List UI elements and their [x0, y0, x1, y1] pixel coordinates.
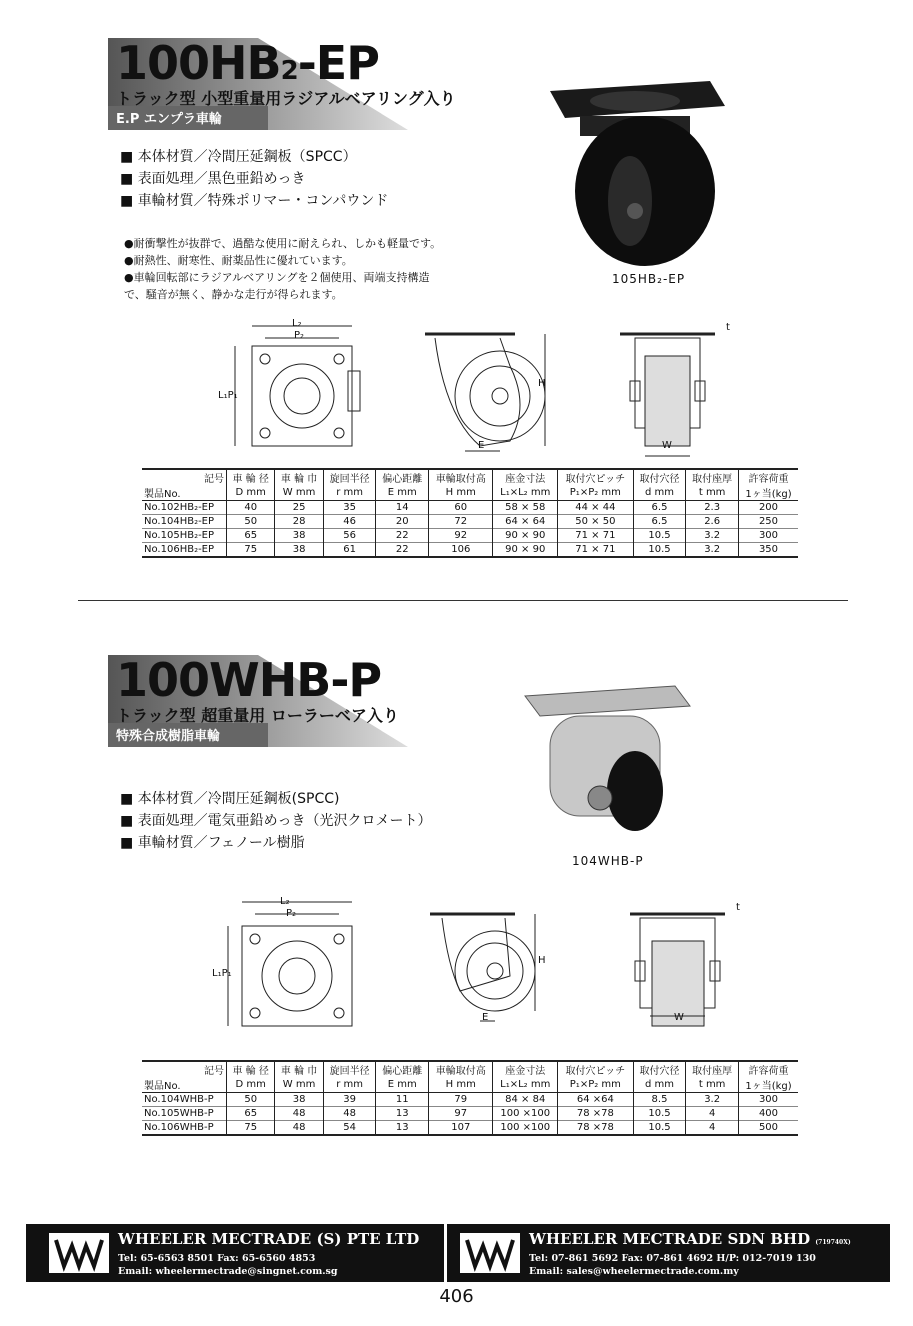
- product1-subtitle: トラック型 小型重量用ラジアルベアリング入り: [116, 89, 456, 108]
- product2-table: [142, 1060, 798, 1136]
- product1-notes: [124, 235, 444, 303]
- table-cell: 2.3: [686, 501, 739, 515]
- table-cell: No.106HB₂-EP: [144, 544, 215, 555]
- table-row: [142, 1107, 798, 1121]
- dim-label-E: E: [478, 440, 485, 451]
- table-cell: 250: [738, 515, 798, 529]
- table-cell: 10.5: [633, 543, 686, 558]
- table-cell: 22: [376, 543, 429, 558]
- dim-label-t: t: [736, 902, 740, 913]
- spec-item: ■ 車輪材質／特殊ポリマー・コンパウンド: [120, 190, 388, 212]
- table-header-row: 製品No. D mm W mm r mm E mm H mm L₁×L₂ mm P₁×P₂ mm d mm t mm 1ヶ当(kg): [142, 485, 798, 501]
- product2-banner: [108, 655, 408, 747]
- table-cell: 350: [738, 543, 798, 558]
- dim-label-t: t: [726, 322, 730, 333]
- table-cell: 60: [429, 501, 493, 515]
- footer-left-info: Tel: 65-6563 8501 Fax: 65-6560 4853 Email: wheelermectrade@singnet.com.sg: [118, 1253, 338, 1277]
- table-cell: 54: [323, 1121, 376, 1136]
- table-cell: 3.2: [686, 1093, 739, 1107]
- product2-subtitle: トラック型 超重量用 ローラーベア入り: [116, 706, 399, 725]
- product2-model: 100WHB-P: [116, 653, 382, 707]
- table-cell: 100 ×100: [493, 1107, 558, 1121]
- table-cell: 50: [227, 1093, 275, 1107]
- table-cell: 25: [275, 501, 323, 515]
- table-cell: 107: [429, 1121, 493, 1136]
- footer-right-name: WHEELER MECTRADE SDN BHD (719740X): [529, 1230, 851, 1248]
- table-row: [142, 1121, 798, 1136]
- table-cell: 3.2: [686, 529, 739, 543]
- table-cell: 4: [686, 1121, 739, 1136]
- spec-item: ■ 表面処理／黒色亜鉛めっき: [120, 168, 388, 190]
- footer-left-name: WHEELER MECTRADE (S) PTE LTD: [118, 1230, 420, 1248]
- table-cell: 64 × 64: [493, 515, 558, 529]
- table-cell: 92: [429, 529, 493, 543]
- table-cell: 71 × 71: [558, 529, 634, 543]
- dim-label-W: W: [674, 1012, 684, 1023]
- table-row: [142, 543, 798, 558]
- table-cell: 20: [376, 515, 429, 529]
- table-cell: 75: [227, 543, 275, 558]
- product1-tag: E.P エンプラ車輪: [116, 112, 222, 127]
- product2-photo: [515, 676, 695, 846]
- table-cell: 100 ×100: [493, 1121, 558, 1136]
- table-cell: 400: [738, 1107, 798, 1121]
- spec-item: ■ 表面処理／電気亜鉛めっき（光沢クロメート）: [120, 810, 432, 832]
- table-cell: 46: [323, 515, 376, 529]
- table-cell: 38: [275, 529, 323, 543]
- table-cell: 13: [376, 1107, 429, 1121]
- table-cell: 84 × 84: [493, 1093, 558, 1107]
- table-cell: No.104WHB-P: [144, 1094, 214, 1105]
- table-cell: 13: [376, 1121, 429, 1136]
- table-cell: 50: [227, 515, 275, 529]
- table-cell: 14: [376, 501, 429, 515]
- table-cell: 200: [738, 501, 798, 515]
- table-cell: No.105WHB-P: [144, 1108, 214, 1119]
- table-cell: 106: [429, 543, 493, 558]
- table-cell: 22: [376, 529, 429, 543]
- table-cell: 48: [323, 1107, 376, 1121]
- table-cell: 10.5: [633, 1121, 686, 1136]
- dim-label-E: E: [482, 1012, 489, 1023]
- table-cell: 6.5: [633, 501, 686, 515]
- dim-label-P2: P₂: [286, 908, 297, 919]
- footer-left: [26, 1224, 444, 1282]
- section-divider: [78, 600, 848, 601]
- footer-right: [447, 1224, 890, 1282]
- table-cell: 65: [227, 529, 275, 543]
- product2-tag: 特殊合成樹脂車輪: [116, 729, 221, 744]
- table-cell: 90 × 90: [493, 543, 558, 558]
- table-cell: No.102HB₂-EP: [144, 502, 215, 513]
- product2-photo-caption: 104WHB-P: [572, 854, 644, 868]
- dim-label-L1P1: L₁P₁: [212, 968, 232, 979]
- table-cell: No.106WHB-P: [144, 1122, 214, 1133]
- table-cell: 4: [686, 1107, 739, 1121]
- table-cell: 72: [429, 515, 493, 529]
- table-cell: No.104HB₂-EP: [144, 516, 215, 527]
- wm-logo-icon: [48, 1232, 110, 1274]
- table-cell: 44 × 44: [558, 501, 634, 515]
- table-cell: 48: [275, 1107, 323, 1121]
- table-cell: 97: [429, 1107, 493, 1121]
- table-cell: 90 × 90: [493, 529, 558, 543]
- dim-label-H: H: [538, 955, 546, 966]
- table-header-row: 製品No. D mm W mm r mm E mm H mm L₁×L₂ mm P₁×P₂ mm d mm t mm 1ヶ当(kg): [142, 1077, 798, 1093]
- table-cell: 11: [376, 1093, 429, 1107]
- table-cell: 75: [227, 1121, 275, 1136]
- table-header-row: 記号 車 輪 径 車 輪 巾 旋回半径 偏心距離 車輪取付高 座金寸法 取付穴ピッチ 取付穴径 取付座厚 許容荷重: [142, 469, 798, 485]
- note-item: ●耐衝撃性が抜群で、過酷な使用に耐えられ、しかも軽量です。: [124, 237, 442, 250]
- table-cell: 38: [275, 543, 323, 558]
- table-cell: 50 × 50: [558, 515, 634, 529]
- table-cell: 6.5: [633, 515, 686, 529]
- table-cell: 61: [323, 543, 376, 558]
- product1-specs: [120, 146, 388, 212]
- product1-table: [142, 468, 798, 558]
- table-cell: 3.2: [686, 543, 739, 558]
- dim-label-L2: L₂: [280, 896, 290, 907]
- table-row: [142, 515, 798, 529]
- wm-logo-icon: [459, 1232, 521, 1274]
- table-cell: 39: [323, 1093, 376, 1107]
- product2-specs: [120, 788, 432, 854]
- spec-item: ■ 本体材質／冷間圧延鋼板(SPCC): [120, 788, 432, 810]
- table-cell: 78 ×78: [558, 1121, 634, 1136]
- dim-label-P2: P₂: [294, 330, 305, 341]
- table-cell: No.105HB₂-EP: [144, 530, 215, 541]
- company-footer: [26, 1224, 890, 1282]
- dim-label-W: W: [662, 440, 672, 451]
- table-cell: 10.5: [633, 1107, 686, 1121]
- table-cell: 78 ×78: [558, 1107, 634, 1121]
- table-cell: 2.6: [686, 515, 739, 529]
- table-cell: 10.5: [633, 529, 686, 543]
- table-cell: 8.5: [633, 1093, 686, 1107]
- table-cell: 58 × 58: [493, 501, 558, 515]
- table-cell: 300: [738, 1093, 798, 1107]
- table-cell: 38: [275, 1093, 323, 1107]
- table-cell: 500: [738, 1121, 798, 1136]
- spec-item: ■ 本体材質／冷間圧延鋼板（SPCC）: [120, 146, 388, 168]
- table-header-row: 記号 車 輪 径 車 輪 巾 旋回半径 偏心距離 車輪取付高 座金寸法 取付穴ピッチ 取付穴径 取付座厚 許容荷重: [142, 1061, 798, 1077]
- product1-banner: [108, 36, 456, 130]
- product1-photo: [540, 76, 730, 266]
- product1-model: 100HB2-EP: [116, 36, 379, 90]
- table-cell: 71 × 71: [558, 543, 634, 558]
- table-cell: 64 ×64: [558, 1093, 634, 1107]
- table-cell: 35: [323, 501, 376, 515]
- dim-label-L1P1: L₁P₁: [218, 390, 238, 401]
- table-cell: 40: [227, 501, 275, 515]
- spec-item: ■ 車輪材質／フェノール樹脂: [120, 832, 432, 854]
- table-cell: 28: [275, 515, 323, 529]
- table-row: [142, 1093, 798, 1107]
- note-item: ●車輪回転部にラジアルベアリングを２個使用、両端支持構造で、騒音が無く、静かな走行が得られます。: [124, 271, 430, 301]
- footer-right-info: Tel: 07-861 5692 Fax: 07-861 4692 H/P: 012-7019 130 Email: sales@wheelermectrade.com.my: [529, 1253, 816, 1277]
- table-cell: 65: [227, 1107, 275, 1121]
- table-cell: 48: [275, 1121, 323, 1136]
- table-cell: 56: [323, 529, 376, 543]
- note-item: ●耐熱性、耐寒性、耐薬品性に優れています。: [124, 254, 353, 267]
- table-cell: 300: [738, 529, 798, 543]
- page-number: 406: [439, 1286, 474, 1307]
- table-row: [142, 501, 798, 515]
- table-cell: 79: [429, 1093, 493, 1107]
- product1-photo-caption: 105HB₂-EP: [612, 272, 686, 286]
- table-row: [142, 529, 798, 543]
- dim-label-L2: L₂: [292, 318, 302, 329]
- dim-label-H: H: [538, 378, 546, 389]
